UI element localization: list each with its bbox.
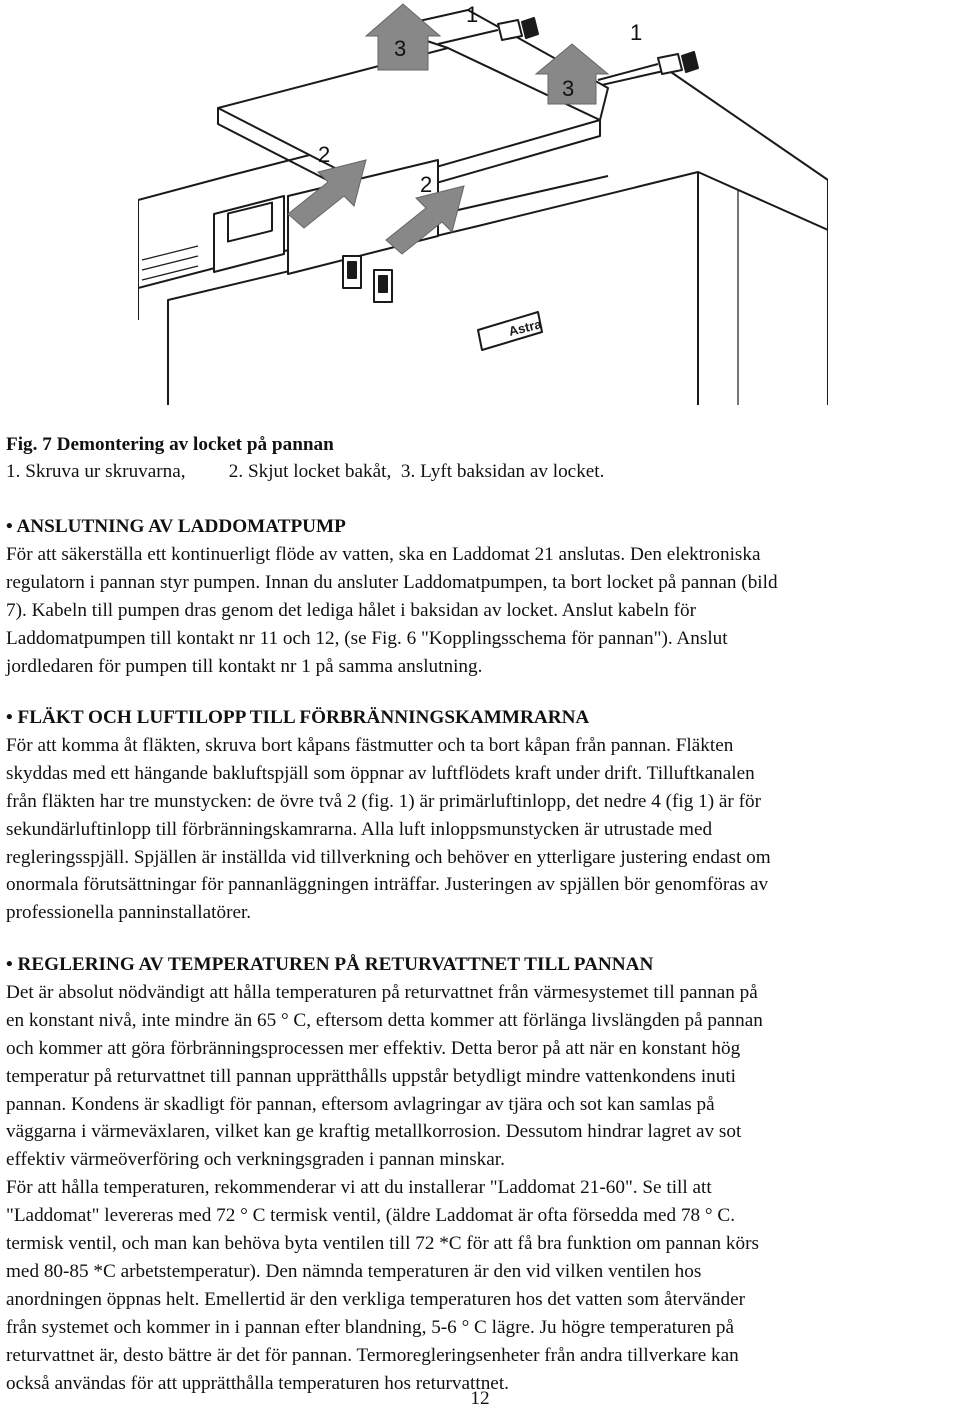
callout-lift-left: 3 [394, 36, 407, 61]
paragraph-line: sekundärluftinlopp till förbränningskamrarna. Alla luft inloppsmunstycken är utrustade med [6, 818, 713, 840]
callout-slide-right: 2 [420, 172, 433, 197]
paragraph-line: anordningen öppnas helt. Emellertid är den verkliga temperaturen hos det vatten som återvänder [6, 1288, 745, 1310]
paragraph-line: returvattnet är, desto bättre är det för pannan. Termoregleringsenheter från andra tillverkare kan [6, 1344, 739, 1366]
figure-caption-title: Fig. 7 Demontering av locket på pannan [6, 434, 334, 455]
callout-slide-left: 2 [318, 142, 331, 167]
paragraph-line: skyddas med ett hängande bakluftspjäll som öppnar av luftflödets kraft under drift. Tilluftkanalen [6, 762, 755, 784]
paragraph-line: temperatur på returvattnet till pannan upprätthålls uppstår betydligt mindre vattenkondens inuti [6, 1065, 736, 1087]
paragraph-line: en konstant nivå, inte mindre än 65 ° C, eftersom detta kommer att förlänga livslängden på pannan [6, 1009, 763, 1031]
paragraph-line: från fläkten har tre munstycken: de övre två 2 (fig. 1) är primärluftinlopp, det nedre 4 (fig 1) är för [6, 790, 761, 812]
section-heading: • REGLERING AV TEMPERATUREN PÅ RETURVATTNET TILL PANNAN [6, 954, 654, 975]
section-heading: • FLÄKT OCH LUFTILOPP TILL FÖRBRÄNNINGSKAMMRARNA [6, 707, 590, 728]
paragraph-line: pannan. Kondens är skadligt för pannan, eftersom avlagringar av tjära och sot kan samlas på [6, 1093, 715, 1115]
paragraph-line: För att hålla temperaturen, rekommenderar vi att du installerar "Laddomat 21-60". Se till att [6, 1177, 712, 1199]
paragraph-line: regleringsspjäll. Spjällen är inställda vid tillverkning och behöver en ytterligare justering endast om [6, 846, 771, 868]
figure-caption-steps [6, 458, 958, 486]
paragraph-line: regulatorn i pannan styr pumpen. Innan du ansluter Laddomatpumpen, ta bort locket på pannan (bild [6, 571, 778, 593]
paragraph-line: Det är absolut nödvändigt att hålla temperaturen på returvattnet från värmesystemet till pannan på [6, 981, 758, 1003]
paragraph-line: effektiv värmeöverföring och verkningsgraden i pannan minskar. [6, 1149, 505, 1171]
section-flakt [6, 704, 958, 927]
caption-step-3: 3. Lyft baksidan av locket. [400, 461, 605, 482]
paragraph-line: och kommer att göra förbränningsprocessen mer effektiv. Detta beror på att när en konstant hög [6, 1037, 741, 1059]
paragraph-line: med 80-85 *C arbetstemperatur). Den nämnda temperaturen är den vid vilken ventilen hos [6, 1260, 702, 1282]
paragraph-line: För att säkerställa ett kontinuerligt flöde av vatten, ska en Laddomat 21 anslutas. Den elektroniska [6, 543, 761, 565]
callout-lift-right: 3 [562, 76, 575, 101]
paragraph-line: jordledaren för pumpen till kontakt nr 1 på samma anslutning. [6, 655, 483, 677]
paragraph-line: "Laddomat" levereras med 72 ° C termisk ventil, (äldre Laddomat är ofta försedda med 78 ° C. [6, 1205, 735, 1227]
callout-screw-right: 1 [630, 20, 643, 45]
boiler-lid-figure [138, 0, 828, 405]
page-number: 12 [470, 1388, 490, 1409]
section-laddomat [6, 513, 958, 680]
callout-screw-left: 1 [466, 2, 479, 27]
paragraph-line: professionella panninstallatörer. [6, 902, 252, 924]
paragraph-line: onormala förutsättningar för pannanläggningen inträffar. Justeringen av spjällen bör genomföras av [6, 874, 769, 896]
astra-logo: Astra [507, 316, 543, 339]
paragraph-line: termisk ventil, och man kan behöva byta ventilen till 72 *C för att få bra funktion om pannan körs [6, 1233, 759, 1255]
caption-step-2: 2. Skjut locket bakåt, [228, 461, 392, 482]
paragraph-line: också användas för att upprätthålla temperaturen hos returvattnet. [6, 1372, 509, 1394]
paragraph-line: Laddomatpumpen till kontakt nr 11 och 12, (se Fig. 6 "Kopplingsschema för pannan"). Anslut [6, 627, 728, 649]
paragraph-line: 7). Kabeln till pumpen dras genom det lediga hålet i baksidan av locket. Anslut kabeln för [6, 599, 697, 621]
caption-step-1: 1. Skruva ur skruvarna, [6, 461, 186, 482]
paragraph-line: från systemet och kommer in i pannan efter blandning, 5-6 ° C lägre. Ju högre temperaturen på [6, 1316, 735, 1338]
paragraph-line: väggarna i värmeväxlaren, vilket kan ge kraftig metallkorrosion. Dessutom hindrar lagret av sot [6, 1121, 742, 1143]
paragraph-line: För att komma åt fläkten, skruva bort kåpans fästmutter och ta bort kåpan från pannan. Fläkten [6, 734, 734, 756]
section-temperature [6, 951, 958, 1398]
section-heading: • ANSLUTNING AV LADDOMATPUMP [6, 516, 346, 537]
